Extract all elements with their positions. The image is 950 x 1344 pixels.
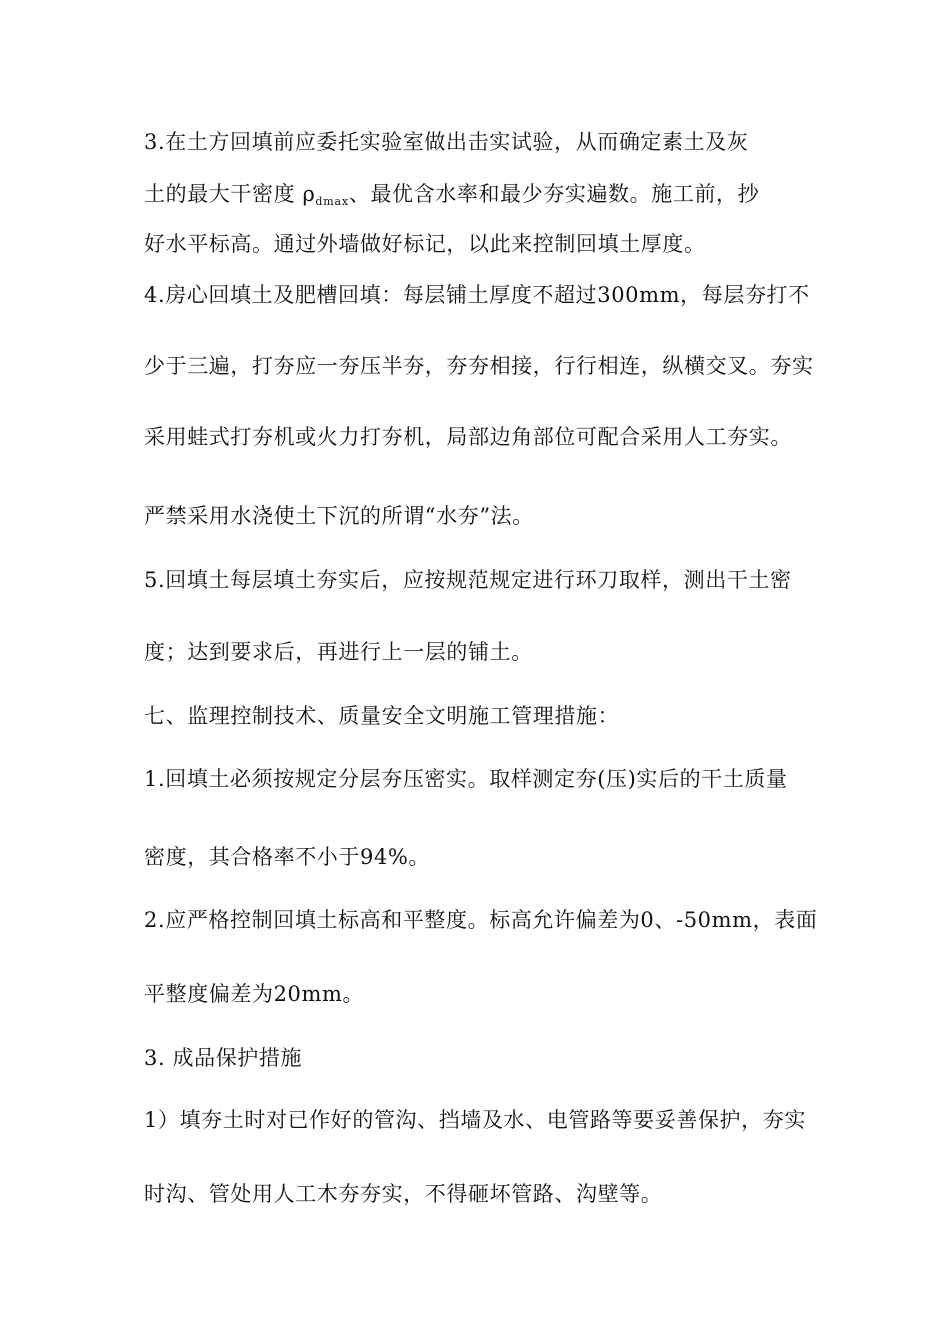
p4-line-1: 4.房心回填土及肥槽回填：每层铺土厚度不超过300mm，每层夯打不 bbox=[144, 283, 810, 307]
p4-line-3: 采用蛙式打夯机或火力打夯机，局部边角部位可配合采用人工夯实。 bbox=[144, 425, 792, 449]
section-7-heading: 七、监理控制技术、质量安全文明施工管理措施： bbox=[144, 704, 620, 728]
p3-line-2-text-b: 、最优含水率和最少夯实遍数。施工前，抄 bbox=[348, 182, 760, 206]
s7-item-3-sub-1-line-2: 时沟、管处用人工木夯夯实，不得砸坏管路、沟壁等。 bbox=[144, 1182, 663, 1206]
s7-item-1-line-1: 1.回填土必须按规定分层夯压密实。取样测定夯(压)实后的干土质量 bbox=[144, 767, 788, 791]
p3-line-3: 好水平标高。通过外墙做好标记，以此来控制回填土厚度。 bbox=[144, 232, 706, 256]
p5-line-2: 度；达到要求后，再进行上一层的铺土。 bbox=[144, 640, 533, 664]
p3-line-1: 3.在土方回填前应委托实验室做出击实试验，从而确定素土及灰 bbox=[144, 130, 749, 154]
s7-item-2-line-1: 2.应严格控制回填土标高和平整度。标高允许偏差为0、-50mm，表面 bbox=[144, 908, 818, 932]
p3-line-2-text-a: 土的最大干密度 ρ bbox=[144, 182, 316, 206]
s7-item-1-line-2: 密度，其合格率不小于94%。 bbox=[144, 845, 431, 869]
s7-item-3-heading: 3. 成品保护措施 bbox=[144, 1046, 303, 1070]
s7-item-3-sub-1-line-1: 1）填夯土时对已作好的管沟、挡墙及水、电管路等要妥善保护，夯实 bbox=[144, 1108, 806, 1132]
s7-item-2-line-2: 平整度偏差为20mm。 bbox=[144, 982, 365, 1006]
p4-line-2: 少于三遍，打夯应一夯压半夯，夯夯相接，行行相连，纵横交叉。夯实 bbox=[144, 354, 814, 378]
p3-line-2 bbox=[144, 180, 814, 216]
p4-line-4: 严禁采用水浇使土下沉的所谓“水夯”法。 bbox=[144, 504, 534, 528]
density-subscript: dmax bbox=[315, 195, 349, 208]
p5-line-1: 5.回填土每层填土夯实后，应按规范规定进行环刀取样，测出干土密 bbox=[144, 568, 792, 592]
